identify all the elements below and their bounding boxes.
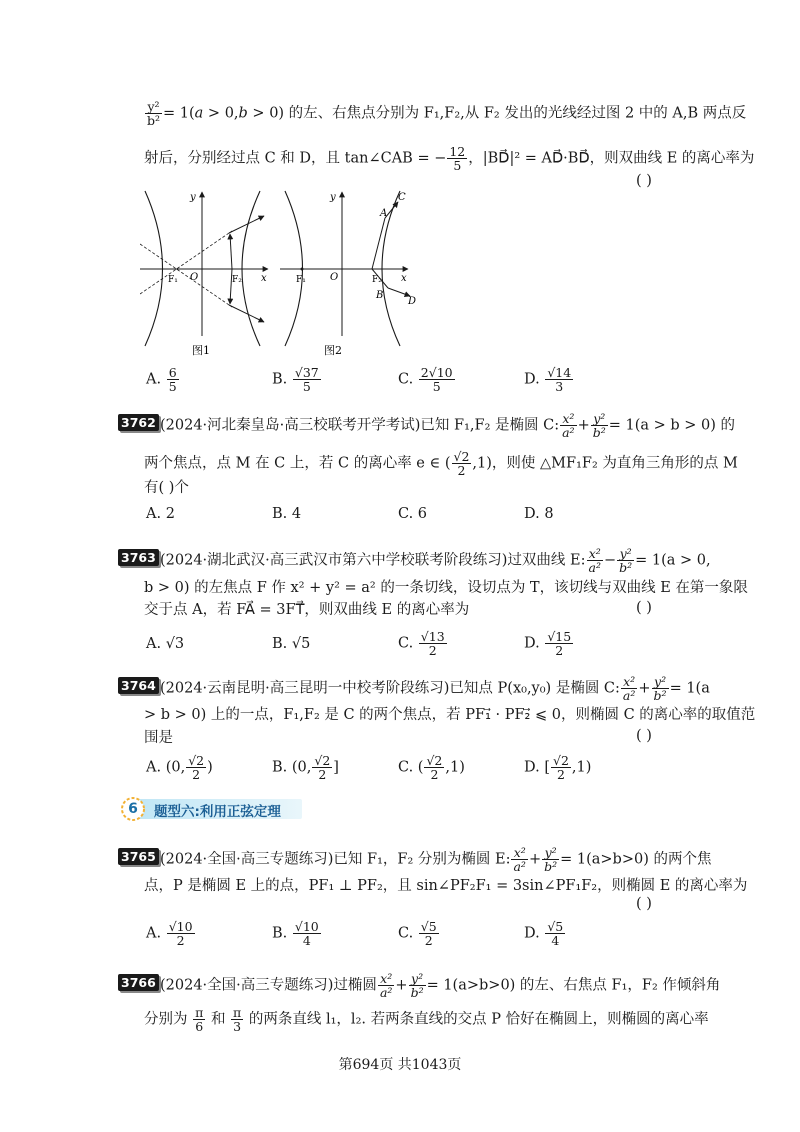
option-b[interactable]: B. $\frac{√10}{4}$ [272, 919, 319, 948]
option-a[interactable]: A. $\frac{√10}{2}$ [146, 919, 193, 948]
option-c[interactable]: C. 6 [398, 506, 428, 522]
option-d[interactable]: D. [ $\frac{√2}{2}$ ,1) [524, 753, 592, 782]
svg-text:F₂: F₂ [232, 275, 242, 285]
option-c[interactable]: C. $\frac{√5}{2}$ [398, 919, 437, 948]
q3764-line1: (2024·云南昆明·高三昆明一中校考阶段练习)已知点 P(x₀,y₀) 是椭圆 C: $\frac{\text{x²}}{\text{a²}}$ + $\frac{\text{y²}}{\text{b²}}$ = 1(a [160, 674, 710, 703]
option-d[interactable]: D. $\frac{√14}{3}$ [524, 365, 572, 394]
svg-text:y: y [330, 192, 336, 203]
svg-text:A: A [380, 208, 388, 219]
q3766-line1: (2024·全国·高三专题练习)过椭圆 $\frac{\text{x²}}{\text{a²}}$ + $\frac{\text{y²}}{\text{b²}}$ = 1(a>b>0) 的左、右焦点 F₁，F₂ 作倾斜角 [160, 971, 721, 1000]
section-title: 题型六:利用正弦定理 [154, 804, 281, 820]
question-number-3765: 3765 [118, 848, 159, 865]
svg-text:C: C [398, 192, 406, 203]
answer-paren: ( ) [636, 728, 652, 744]
svg-text:x: x [401, 273, 407, 284]
q3763-line3: 交于点 A，若 FA⃗ = 3FT⃗，则双曲线 E 的离心率为 [144, 602, 470, 618]
svg-text:x: x [261, 273, 267, 284]
svg-text:O: O [330, 272, 339, 283]
svg-text:B: B [376, 290, 384, 301]
q-prev-line1: $\frac{\text{y²}}{\text{b²}}$ = 1(a > 0,b > 0) 的左、右焦点分别为 F₁,F₂,从 F₂ 发出的光线经过图 2 中的 A,B 两点反 [147, 99, 747, 128]
q3763-line1: (2024·湖北武汉·高三武汉市第六中学校联考阶段练习)过双曲线 E: $\frac{\text{x²}}{\text{a²}}$ − $\frac{\text{y²}}{\text{b²}}$ = 1(a > 0, [160, 546, 711, 575]
q3766-line2: 分别为 $\frac{\pi}{6}$ 和 $\frac{\pi}{3}$ 的两条直线 l₁，l₂. 若两条直线的交点 P 恰好在椭圆上，则椭圆的离心率 [144, 1005, 709, 1034]
section-banner [120, 796, 300, 822]
option-d[interactable]: D. $\frac{√5}{4}$ [524, 919, 564, 948]
option-d[interactable]: D. 8 [524, 506, 554, 522]
fraction-12-5: $\frac{12}{5}$ [449, 144, 466, 173]
option-a[interactable]: A. 2 [146, 506, 175, 522]
answer-paren: ( ) [636, 173, 652, 189]
figure-1 [140, 191, 268, 357]
q3763-line2: b > 0) 的左焦点 F 作 x² + y² = a² 的一条切线，设切点为 T，该切线与双曲线 E 在第一象限 [144, 580, 748, 596]
section-number: 6 [128, 801, 138, 817]
svg-text:D: D [408, 296, 417, 307]
question-number-3766: 3766 [118, 974, 159, 991]
figure-2 [280, 191, 416, 357]
q3765-line2: 点，P 是椭圆 E 上的点，PF₁ ⊥ PF₂，且 sin∠PF₂F₁ = 3sin∠PF₁F₂，则椭圆 E 的离心率为 [144, 878, 748, 894]
q-prev-line2: 射后，分别经过点 C 和 D，且 tan∠CAB = − $\frac{12}{5}$ ，|BD⃗|² = AD⃗·BD⃗，则双曲线 E 的离心率为 [144, 144, 755, 173]
q3762-line3: 有( )个 [144, 480, 189, 496]
q3765-line1: (2024·全国·高三专题练习)已知 F₁，F₂ 分别为椭圆 E: $\frac{\text{x²}}{\text{a²}}$ + $\frac{\text{y²}}{\text{b²}}$ = 1(a>b>0) 的两个焦 [160, 845, 712, 874]
hyperbola-figures [140, 186, 420, 358]
option-b[interactable]: B. $\frac{√37}{5}$ [272, 365, 319, 394]
q3764-line3: 围是 [144, 730, 173, 746]
fig2-caption: 图2 [324, 344, 342, 357]
option-a[interactable]: A. (0, $\frac{√2}{2}$ ) [146, 753, 213, 782]
option-a[interactable]: A. √3 [146, 636, 185, 652]
question-number-3762: 3762 [118, 414, 159, 431]
option-c[interactable]: C. $\frac{√13}{2}$ [398, 629, 445, 658]
q3762-line2: 两个焦点，点 M 在 C 上，若 C 的离心率 e ∈ ( $\frac{√2}{2}$ ,1)，则使 △MF₁F₂ 为直角三角形的点 M [144, 449, 738, 478]
q3762-line1: (2024·河北秦皇岛·高三校联考开学考试)已知 F₁,F₂ 是椭圆 C: $\frac{\text{x²}}{\text{a²}}$ + $\frac{\text{y²}}{\text{b²}}$ = 1(a > b > 0) 的 [160, 411, 736, 440]
option-c[interactable]: C. $\frac{2√10}{5}$ [398, 365, 453, 394]
fraction-y2-b2: $\frac{\text{y²}}{\text{b²}}$ [147, 99, 161, 128]
fig1-caption: 图1 [192, 344, 210, 357]
svg-text:F₁: F₁ [296, 275, 306, 285]
answer-paren: ( ) [636, 600, 652, 616]
svg-text:F₁: F₁ [168, 275, 178, 285]
option-d[interactable]: D. $\frac{√15}{2}$ [524, 629, 572, 658]
page-footer: 第694页 共1043页 [338, 1057, 462, 1073]
option-b[interactable]: B. (0, $\frac{√2}{2}$ ] [272, 753, 339, 782]
svg-text:y: y [190, 192, 196, 203]
svg-text:F₂: F₂ [372, 275, 382, 285]
question-number-3764: 3764 [118, 677, 159, 694]
option-b[interactable]: B. 4 [272, 506, 302, 522]
option-b[interactable]: B. √5 [272, 636, 311, 652]
answer-paren: ( ) [636, 896, 652, 912]
svg-text:O: O [190, 272, 199, 283]
q3764-line2: > b > 0) 上的一点，F₁,F₂ 是 C 的两个焦点，若 PF₁⃗ · PF₂⃗ ⩽ 0，则椭圆 C 的离心率的取值范 [144, 707, 756, 723]
option-c[interactable]: C. ( $\frac{√2}{2}$ ,1) [398, 753, 465, 782]
option-a[interactable]: A. $\frac{6}{5}$ [146, 365, 177, 394]
question-number-3763: 3763 [118, 549, 159, 566]
